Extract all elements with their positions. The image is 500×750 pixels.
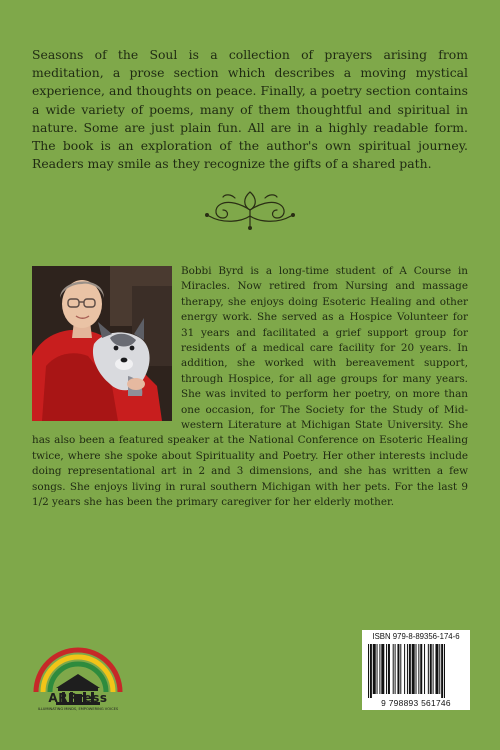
isbn-label: ISBN 979-8-89356-174-6: [372, 632, 460, 641]
author-bio-text: Bobbi Byrd is a long-time student of A Course in Miracles. Now retired from Nursing and massage therapy, she enjoys doing Esoteric Healing and other energy work. She served as a Hospice Volunteer for 31 years and facilitated a grief support group for residents of a medical care facility for 20 years. In addition, she worked with bereavement support, through Hospice, for all age groups for many years. She was invited to perform her poetry, on more than one occasion, for The Society for the Study of Mid-western Literature at Michigan State University. She has also been a featured speaker at the National Conference on Esoteric Healing twice, where she spoke about Spirituality and Poetry. Her other interests include doing representational art in 2 and 3 dimensions, and she has written a few songs. She enjoys living in rural southern Michigan with her pets. For the last 9 1/2 years she has been the primary caregiver for her elderly mother.: [32, 265, 468, 509]
ornament-flourish-icon: [203, 188, 297, 230]
barcode-icon: [368, 644, 464, 698]
barcode-panel: [362, 630, 470, 710]
publisher-name: ARPress: [48, 691, 108, 705]
author-photo: [32, 266, 172, 421]
publisher-tagline: ILLUMINATING MINDS, EMPOWERING VOICES: [37, 707, 119, 711]
publisher-logo-icon: [32, 630, 124, 726]
barcode-number: 9 798893 561746: [381, 698, 451, 708]
book-blurb: Seasons of the Soul is a collection of prayers arising from meditation, a prose section which describes a moving mystical experience, and thoughts on peace. Finally, a poetry section contains a wide variety of poems, many of them thoughtful and spiritual in nature. Some are just plain fun. All are in a highly readable form. The book is an exploration of the author's own spiritual journey. Readers may smile as they recognize the gifts of a shared path.: [32, 47, 468, 172]
author-bio-section: [32, 264, 468, 511]
author-photo-image: [32, 266, 172, 421]
